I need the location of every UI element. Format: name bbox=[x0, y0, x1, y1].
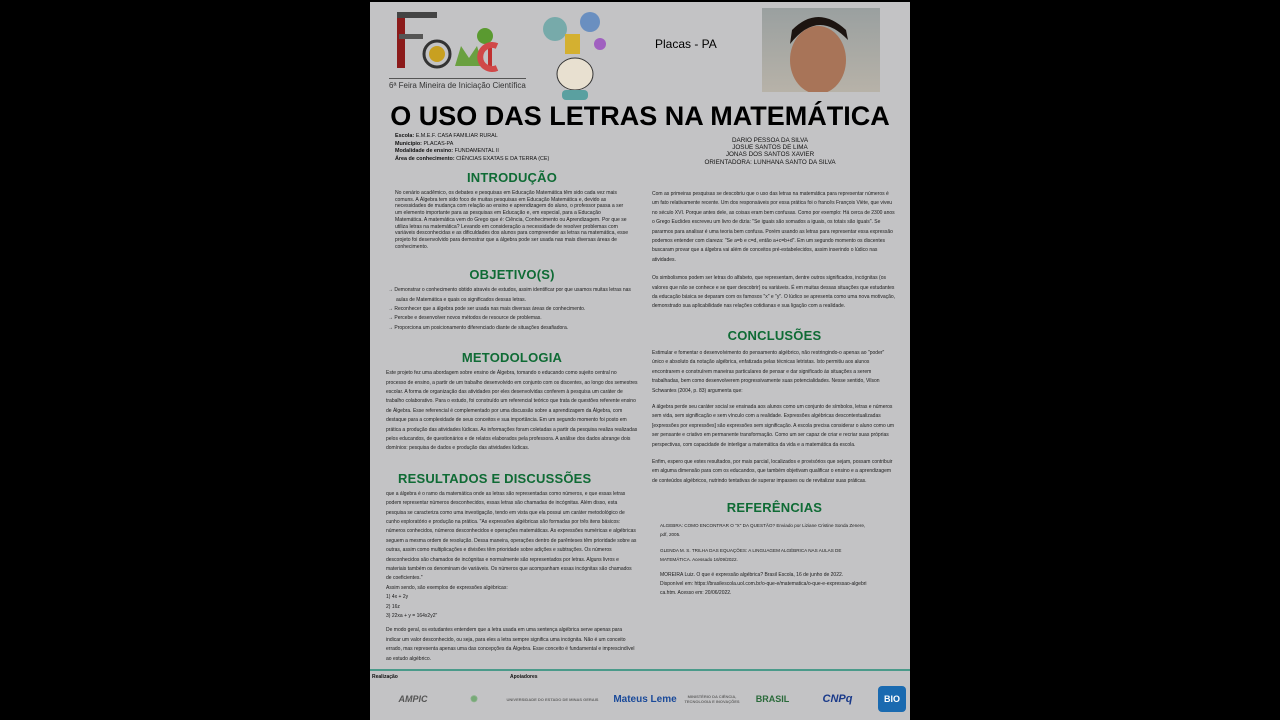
reference-tail: . Acesso em: 20/06/2022. bbox=[675, 590, 732, 597]
brasil-logo: BRASIL bbox=[755, 694, 790, 704]
reference-text: MOREIRA Luiz. O que é expressão algébrica? Brasil Escola, 16 de junho de 2022. Disponível em: bbox=[660, 572, 844, 588]
intro-section bbox=[386, 170, 638, 250]
advisor: ORIENTADORA: LUNHANA SANTO DA SILVA bbox=[704, 158, 836, 166]
conclusions-quote: A álgebra perde seu caráter social se ensinada aos alunos como um conjunto de símbolos, letras e números sem vida, sem significação e sem vínculo com a realidade. Expressões algébricas descontextualizadas [expressões por expressões] são expressões sem significação. A escola precisa considerar o aluno como um ser pensante e criativo em permanente transformação. Como um ser capaz de criar e recriar suas próprias perspectivas, com capacidade de interligar a matemática da vida e a matemática da escola. bbox=[652, 403, 895, 448]
realizacao-label: Realização bbox=[372, 674, 398, 680]
ampic-logo: AMPIC bbox=[398, 694, 428, 704]
info-value: PLACAS-PA bbox=[423, 140, 454, 147]
results-text bbox=[386, 490, 638, 664]
info-label: Escola: bbox=[395, 133, 415, 139]
student-photo bbox=[762, 8, 880, 92]
references-list bbox=[660, 521, 867, 598]
poster-title: O USO DAS LETRAS NA MATEMÁTICA bbox=[390, 101, 890, 131]
intro-text: No cenário acadêmico, os debates e pesquisas em Educação Matemática têm sido cada vez mais comuns. A Álgebra tem sido foco de muitas pesquisas em Educação Matemática e, devido as necessidades de mudança com relação ao ensino e aprendizagem do aluno, o professor passa a ser um elemento importante para as pesquisas em Educação e, em especial, para a Educação Matemática. A matemática vem do Grego que é: Ciência, Conhecimento ou Aprendizagem. Por que se utiliza letras na matemática? Levando em consideração a necessidade de resolver problemas com variáveis desconhecidas e as dificuldades dos alunos para compreender as letras na matemática, esse projeto foi desenvolvido para demostrar que a álgebra pode ser usada nas mais diversas áreas de conhecimento. bbox=[395, 190, 629, 250]
objective-item: → Demonstrar o conhecimento obtido através de estudos, assim identificar por que usamos muitas letras nas aulas de Matemática e quais os significados dessas letras. bbox=[388, 287, 631, 303]
event-name: 6ª Feira Mineira de Iniciação Científica bbox=[389, 78, 526, 90]
author: JONAS DOS SANTOS XAVIER bbox=[725, 151, 815, 159]
right-paragraph-2: Os simbolismos podem ser letras do alfabeto, que representam, dentre outros significados, incógnitas (os valores que não se conhece e se quer descobrir) ou variáveis. É em muitas dessas situações que estudantes da educação básica se deparam com os famosos "x" e "y". O lúdico se apresenta como uma nova motivação, demonstrado sua aplicabilidade nas relações cotidianas e sua ligação com a realidade. bbox=[652, 275, 896, 310]
reference-item bbox=[660, 571, 867, 598]
reference-link[interactable]: https://brasilescola.uol.com.br/o-que-e/matematica/o-que-e-expressao-algebrica.htm bbox=[660, 581, 867, 597]
info-label: Modalidade de ensino: bbox=[395, 148, 454, 155]
objective-item: → Percebe e desenvolver novos métodos de resource de problemas. bbox=[388, 315, 542, 322]
head-ideas-illustration bbox=[530, 4, 620, 102]
info-area bbox=[395, 156, 549, 164]
info-modality bbox=[395, 148, 549, 156]
right-paragraph-1: Com as primeiras pesquisas se descobriu que o uso das letras na matemática para representar números é um fato relativamente recente. Um dos responsáveis por essa prática foi o francês François Viète, que viveu no século XVI. Porque antes dele, as coisas eram bem confusas. Como por exemplo: Há cerca de 2300 anos o Grego Euclides escreveu um livro de dizia: "Se iguais são somados a iguais, os totais são iguais". Se pararmos para analisar é uma teoria bem confusa. Porém usando as letras para representar essa expressão podemos entender com clareza: "Se a=b e c=d, então a+c=b+d". Em um segundo momento os discentes buscaram provar que a álgebra vai além de conceitos pré-estabelecidos, assim inserindo o lúdico nas atividades. bbox=[652, 191, 895, 263]
results-section bbox=[386, 471, 638, 664]
poster bbox=[370, 2, 910, 720]
femic-logo bbox=[385, 6, 526, 90]
conclusions-text: Estimular e fomentar o desenvolvimento do pensamento algébrico, não restringindo-o apenas ao "poder" único e absoluto da notação algébrica, enfatizada pelas técnicas letristas. Isto permitiu aos alunos encontrarem e construírem maneiras particulares de pensar e dar significado às situações a serem trabalhadas, bem como desenvolverem progressivamente suas potencialidades. Nesse sentido, Vilson Schwantes (2004, p. 83) argumenta que: bbox=[652, 349, 885, 394]
info-municipality bbox=[395, 141, 549, 149]
reference-item: ALGEBRA: COMO ENCONTRAR O "X" DA QUESTÃO? Enviado por Liziane Cristine Sonda Zenere, pdf, 2005. bbox=[660, 523, 866, 538]
objectives-heading: OBJETIVO(S) bbox=[469, 267, 555, 283]
cnpq-logo: CNPq bbox=[822, 693, 853, 705]
examples-intro: Assim sendo, são exemplos de expressões algébricas: bbox=[386, 584, 508, 591]
school-info bbox=[395, 133, 549, 164]
info-value: CIÊNCIAS EXATAS E DA TERRA (CE) bbox=[456, 156, 550, 163]
info-label: Município: bbox=[395, 140, 422, 147]
results-heading: RESULTADOS E DISCUSSÕES bbox=[398, 470, 592, 486]
ideas-logo-icon: ✺ bbox=[470, 693, 478, 704]
example-item: 1) 4x + 2y bbox=[386, 594, 409, 601]
author: DARIO PESSOA DA SILVA bbox=[731, 137, 809, 144]
objective-item: → Reconhecer que a álgebra pode ser usada nas mais diversas áreas de conhecimento. bbox=[388, 306, 586, 313]
info-school bbox=[395, 133, 549, 141]
mateus-leme-logo: Mateus Leme bbox=[613, 693, 677, 705]
method-text: Este projeto fez uma abordagem sobre ensino de Álgebra, tomando o educando como sujeito central no processo de ensino, a partir de um trabalho desenvolvido em conjunto com os discentes, ao longo dos semestres escolar. A forma de organização das atividades por eles desenvolvidas conferem à pesquisa um caráter de trabalho colaborativo. Para o estudo, foi construído um referencial teórico que trata de questões referente ensino de Álgebra. Esse referencial é complementado por uma discussão sobre a aprendizagem da Álgebra, com destaque para a complexidade de seus conceitos e sua importância. Em um segundo momento foi posto em prática a produção das atividades lúdicas. As informações foram coletadas a partir da pesquisa realiza realizadas pelos educandos, de questionários e de relatos elaborados pela professora. A análise dos dados abrange dois domínios: pesquisa de dados e produção das atividades lúdicas. bbox=[386, 370, 638, 452]
reference-item: GLENDA M. S. TRILHA DAS EQUAÇÕES: A LINGUAGEM ALGÉBRICA NAS AULAS DE MATEMÁTICA. Acessado 16/09/2022. bbox=[660, 548, 842, 563]
results-paragraph: que a álgebra é o ramo da matemática onde as letras são representadas como números, e que essas letras podem representar números desconhecidos, essas letras são chamadas de incógnitas. Além disso, esta pesquisa se caracteriza como uma investigação, tendo em vista que ela possui um caráter metodológico de cunho exploratório e produção na prática. "As expressões algébricas são formadas por três itens básicos: números conhecidos, números desconhecidos e operações matemáticas. As expressões numéricas e algébricas seguem a mesma ordem de resolução. Dessa maneira, operações dentro de parênteses têm prioridade sobre as outras, assim como multiplicações e divisões têm prioridade sobre adições e subtrações. Os números desconhecidos são chamados de incógnitas e normalmente são representados por letras. Alguns livros e materiais também os denominam de variáveis. Os números que acompanham essas incógnitas são chamados de coeficientes." bbox=[386, 490, 637, 582]
example-item: 2) 16z bbox=[386, 603, 400, 610]
location-label: Placas - PA bbox=[655, 37, 717, 51]
info-value: FUNDAMENTAL II bbox=[454, 148, 499, 155]
poster-title-wrap bbox=[370, 100, 910, 132]
femic-logo-icon bbox=[385, 6, 515, 76]
footer-divider bbox=[370, 669, 910, 671]
info-label: Área de conhecimento: bbox=[395, 156, 455, 163]
right-column bbox=[652, 190, 897, 598]
authors bbox=[660, 137, 880, 166]
author: JOSUE SANTOS DE LIMA bbox=[732, 144, 808, 152]
left-column bbox=[386, 170, 638, 664]
method-section bbox=[386, 350, 638, 454]
uemg-logo: UNIVERSIDADE DO ESTADO DE MINAS GERAIS bbox=[506, 696, 599, 702]
objective-item: → Proporciona um posicionamento diferenciado diante de situações desafiadora. bbox=[388, 324, 569, 331]
info-value: E.M.E.F. CASA FAMILIAR RURAL bbox=[415, 133, 498, 139]
references-heading: REFERÊNCIAS bbox=[726, 500, 823, 516]
apoiadores-label: Apoiadores bbox=[510, 674, 538, 680]
objectives-section bbox=[386, 267, 638, 333]
bio-logo: BIO bbox=[878, 686, 906, 712]
method-heading: METODOLOGIA bbox=[461, 350, 563, 366]
results-paragraph-2: De modo geral, os estudantes entendem que a letra usada em uma sentença algébrica serve apenas para indicar um valor desconhecido, ou seja, para eles a letra sempre significa uma incógnita. Não é um conceito errado, mas representa apenas uma das concepções da Álgebra. Esse conceito é fundamental e imprescindível ao estudo algébrico. bbox=[386, 627, 635, 662]
objectives-list bbox=[386, 286, 638, 333]
conclusions-final: Enfim, espero que estes resultados, por mais parcial, localizados e provisórios que sejam, possam contribuir em alguma dimensão para com os educandos, que também objetivam qualificar o ensino e a aprendizagem de conteúdos algébricos, nutrindo tentativas de superar impasses ou de revitalizar suas práticas. bbox=[652, 458, 893, 484]
example-item: 3) 22xa + y = 164x2y2" bbox=[386, 612, 438, 619]
conclusions-heading: CONCLUSÕES bbox=[727, 327, 822, 343]
mcti-logo: MINISTÉRIO DA CIÊNCIA, TECNOLOGIA E INOVAÇÕES bbox=[684, 694, 740, 704]
intro-heading: INTRODUÇÃO bbox=[466, 170, 558, 185]
